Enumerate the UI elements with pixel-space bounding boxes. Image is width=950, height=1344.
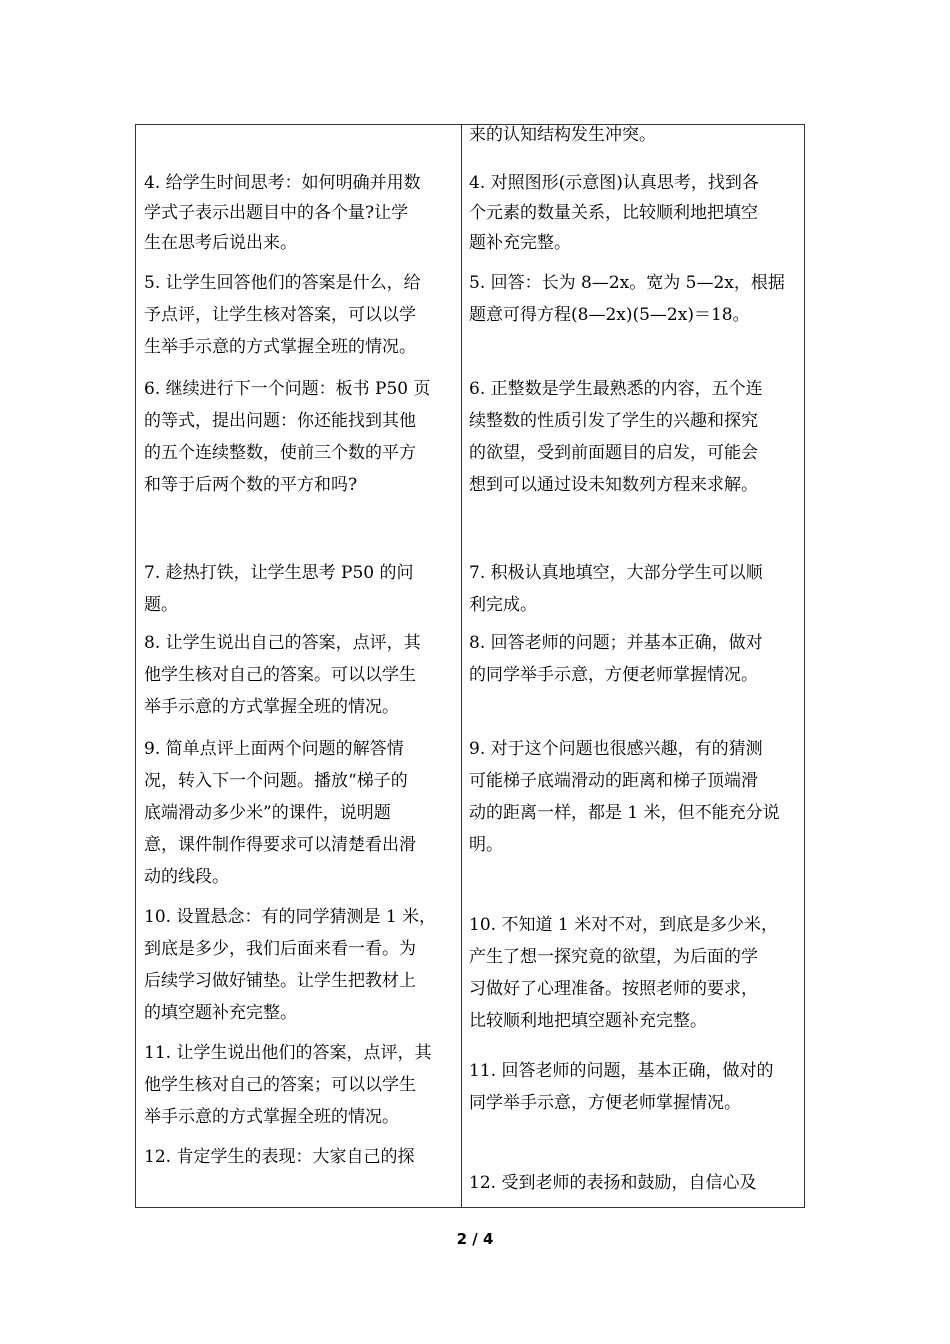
teacher-line: 7. 趁热打铁，让学生思考 P50 的问 bbox=[144, 563, 414, 583]
student-line: 的同学举手示意，方便老师掌握情况。 bbox=[469, 665, 758, 685]
teacher-line: 动的线段。 bbox=[144, 867, 229, 887]
student-line: 产生了想一探究竟的欲望，为后面的学 bbox=[469, 947, 758, 967]
student-line: 5. 回答：长为 8—2x。宽为 5—2x，根据 bbox=[469, 273, 785, 293]
teacher-line: 到底是多少，我们后面来看一看。为 bbox=[144, 939, 416, 959]
teacher-line: 予点评，让学生核对答案，可以以学 bbox=[144, 305, 416, 325]
teacher-line: 的填空题补充完整。 bbox=[144, 1003, 297, 1023]
student-line: 4. 对照图形(示意图)认真思考，找到各 bbox=[469, 173, 759, 193]
student-line: 10. 不知道 1 米对不对，到底是多少米， bbox=[469, 915, 779, 935]
teacher-line: 5. 让学生回答他们的答案是什么，给 bbox=[144, 273, 421, 293]
student-line: 个元素的数量关系，比较顺利地把填空 bbox=[469, 203, 758, 223]
student-line: 习做好了心理准备。按照老师的要求， bbox=[469, 979, 758, 999]
teacher-line: 举手示意的方式掌握全班的情况。 bbox=[144, 697, 399, 717]
student-line: 8. 回答老师的问题；并基本正确，做对 bbox=[469, 633, 763, 653]
teacher-line: 他学生核对自己的答案；可以以学生 bbox=[144, 1075, 416, 1095]
student-line: 动的距离一样，都是 1 米，但不能充分说 bbox=[469, 803, 780, 823]
student-line: 来的认知结构发生冲突。 bbox=[469, 125, 656, 145]
teacher-line: 11. 让学生说出他们的答案，点评，其 bbox=[144, 1043, 432, 1063]
teacher-line: 举手示意的方式掌握全班的情况。 bbox=[144, 1107, 399, 1127]
teacher-line: 学式子表示出题目中的各个量?让学 bbox=[144, 203, 409, 223]
teacher-line: 4. 给学生时间思考：如何明确并用数 bbox=[144, 173, 421, 193]
teacher-line: 12. 肯定学生的表现：大家自己的探 bbox=[144, 1147, 415, 1167]
lesson-table bbox=[135, 124, 805, 1208]
student-line: 利完成。 bbox=[469, 595, 537, 615]
teacher-line: 题。 bbox=[144, 595, 178, 615]
student-line: 比较顺利地把填空题补充完整。 bbox=[469, 1011, 707, 1031]
teacher-line: 生在思考后说出来。 bbox=[144, 233, 297, 253]
student-line: 可能梯子底端滑动的距离和梯子顶端滑 bbox=[469, 771, 758, 791]
teacher-line: 生举手示意的方式掌握全班的情况。 bbox=[144, 337, 416, 357]
teacher-line: 10. 设置悬念：有的同学猜测是 1 米， bbox=[144, 907, 437, 927]
teacher-line: 意，课件制作得要求可以清楚看出滑 bbox=[144, 835, 416, 855]
teacher-line: 后续学习做好铺垫。让学生把教材上 bbox=[144, 971, 416, 991]
student-line: 9. 对于这个问题也很感兴趣，有的猜测 bbox=[469, 739, 763, 759]
student-line: 明。 bbox=[469, 835, 503, 855]
teacher-line: 9. 简单点评上面两个问题的解答情 bbox=[144, 739, 404, 759]
column-divider bbox=[461, 125, 462, 1207]
student-line: 题意可得方程(8—2x)(5—2x)＝18。 bbox=[469, 305, 750, 325]
student-line: 7. 积极认真地填空，大部分学生可以顺 bbox=[469, 563, 763, 583]
teacher-line: 8. 让学生说出自己的答案，点评，其 bbox=[144, 633, 421, 653]
teacher-line: 况，转入下一个问题。播放“梯子的 bbox=[144, 771, 408, 791]
student-line: 续整数的性质引发了学生的兴趣和探究 bbox=[469, 411, 758, 431]
student-line: 想到可以通过设未知数列方程来求解。 bbox=[469, 475, 758, 495]
student-line: 题补充完整。 bbox=[469, 233, 571, 253]
teacher-line: 6. 继续进行下一个问题：板书 P50 页 bbox=[144, 379, 431, 399]
student-line: 6. 正整数是学生最熟悉的内容，五个连 bbox=[469, 379, 763, 399]
teacher-line: 他学生核对自己的答案。可以以学生 bbox=[144, 665, 416, 685]
teacher-line: 和等于后两个数的平方和吗? bbox=[144, 475, 358, 495]
page-number: 2 / 4 bbox=[456, 1230, 494, 1248]
student-line: 11. 回答老师的问题，基本正确，做对的 bbox=[469, 1061, 774, 1081]
student-line: 12. 受到老师的表扬和鼓励，自信心及 bbox=[469, 1173, 757, 1193]
teacher-line: 底端滑动多少米”的课件，说明题 bbox=[144, 803, 391, 823]
student-line: 的欲望，受到前面题目的启发，可能会 bbox=[469, 443, 758, 463]
student-line: 同学举手示意，方便老师掌握情况。 bbox=[469, 1093, 741, 1113]
teacher-line: 的等式，提出问题：你还能找到其他 bbox=[144, 411, 416, 431]
teacher-line: 的五个连续整数，使前三个数的平方 bbox=[144, 443, 416, 463]
